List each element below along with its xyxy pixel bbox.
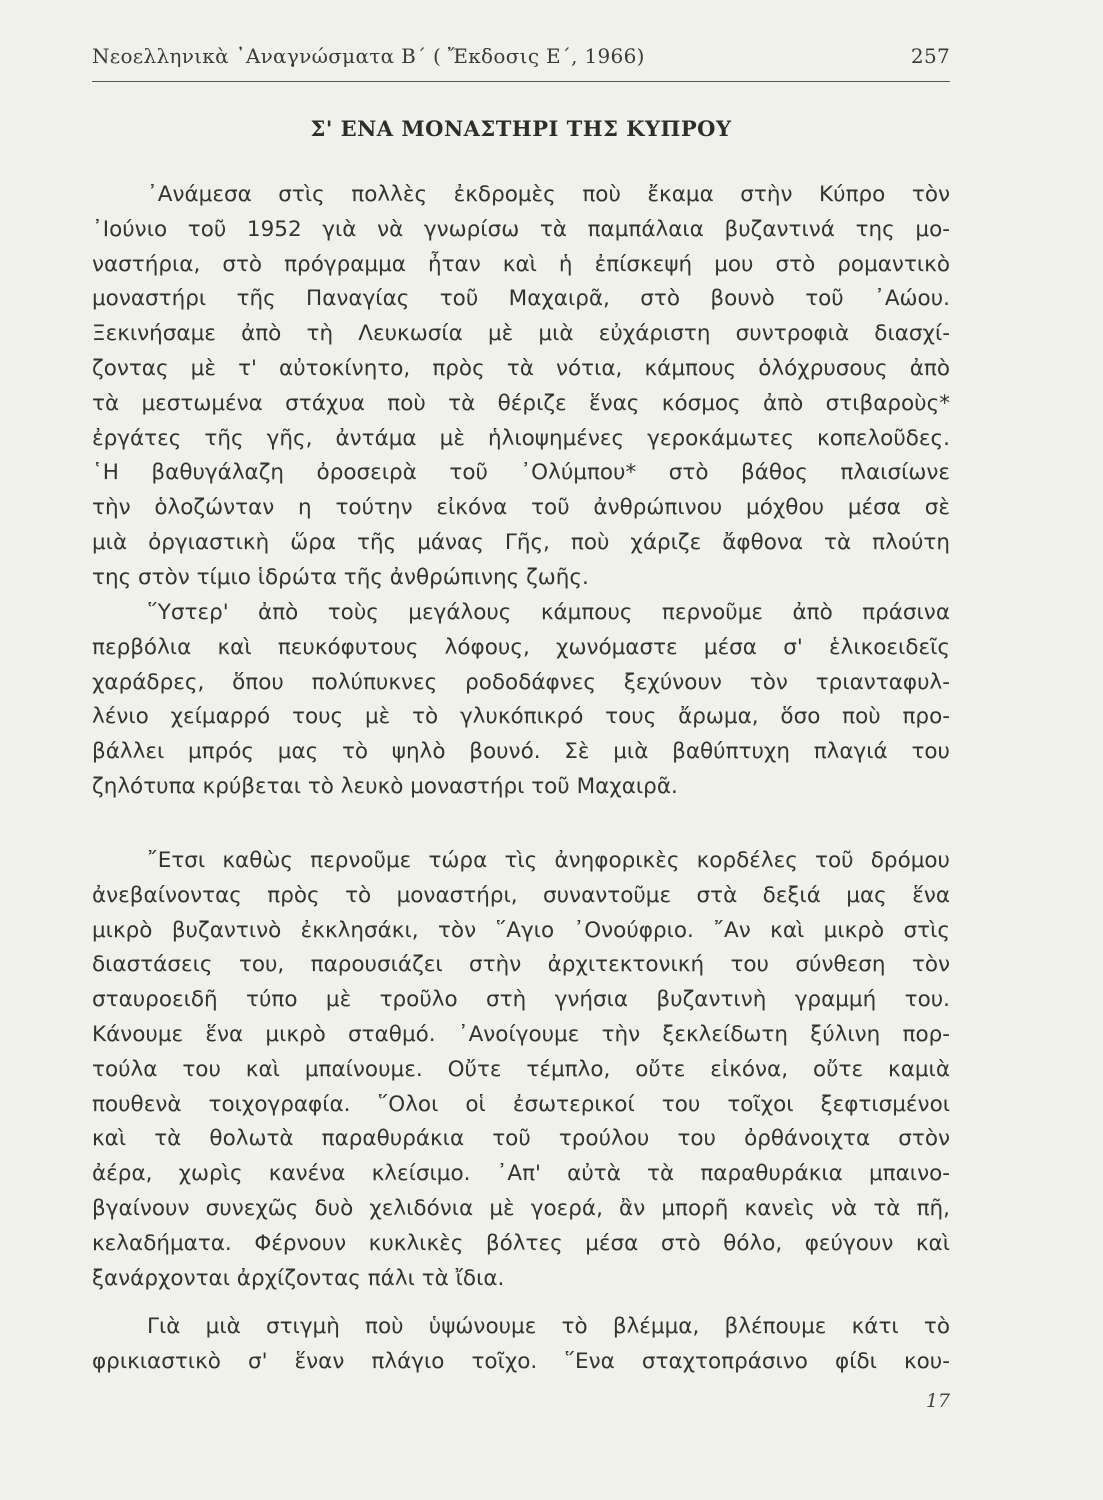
text-line: ῎Ετσι καθὼς περνοῦμε τώρα τὶς ἀνηφορικὲς κορδέλες τοῦ δρόμου [147, 848, 950, 873]
text-line: της στὸν τίμιο ἱδρώτα τῆς ἀνθρώπινης ζωῆς. [92, 564, 589, 590]
text-line: λένιο χείμαρρό τους μὲ τὸ γλυκόπικρό τους ἄρωμα, ὅσο ποὺ προ- [92, 704, 950, 730]
text-line: μικρὸ βυζαντινὸ ἐκκλησάκι, τὸν ῞Αγιο ᾿Ονούφριο. ῎Αν καὶ μικρὸ στὶς [92, 917, 950, 943]
text-line: μιὰ ὀργιαστικὴ ὥρα τῆς μάνας Γῆς, ποὺ χάριζε ἄφθονα τὰ πλούτη [92, 529, 950, 555]
text-line: ῞Υστερ' ἀπὸ τοὺς μεγάλους κάμπους περνοῦμε ἀπὸ πράσινα [147, 600, 950, 625]
text-line: βγαίνουν συνεχῶς δυὸ χελιδόνια μὲ γοερά, ἂν μπορῆ κανεὶς νὰ τὰ πῆ, [92, 1195, 950, 1221]
text-line: τὰ μεστωμένα στάχυα ποὺ τὰ θέριζε ἕνας κόσμος ἀπὸ στιβαροὺς* [92, 390, 950, 416]
text-line: τούλα του καὶ μπαίνουμε. Οὔτε τέμπλο, οὔτε εἰκόνα, οὔτε καμιὰ [92, 1056, 950, 1082]
paragraph-4 [92, 1310, 950, 1380]
running-title: Νεοελληνικὰ ᾿Αναγνώσματα Β΄ ( Ἔκδοσις Ε΄, 1966) [92, 44, 645, 68]
text-line: μοναστήρι τῆς Παναγίας τοῦ Μαχαιρᾶ, στὸ βουνὸ τοῦ ᾿Αώου. [92, 286, 950, 312]
text-line: διαστάσεις του, παρουσιάζει στὴν ἀρχιτεκτονική του σύνθεση τὸν [92, 952, 950, 978]
text-line: περβόλια καὶ πευκόφυτους λόφους, χωνόμαστε μέσα σ' ἑλικοειδεῖς [92, 634, 950, 660]
text-line: πουθενὰ τοιχογραφία. ῞Ολοι οἱ ἐσωτερικοί του τοῖχοι ξεφτισμένοι [92, 1091, 950, 1117]
paragraph-1 [92, 178, 950, 596]
text-line: ναστήρια, στὸ πρόγραμμα ἦταν καὶ ἡ ἐπίσκεψή μου στὸ ρομαντικὸ [92, 251, 950, 277]
text-line: Κάνουμε ἕνα μικρὸ σταθμό. ᾿Ανοίγουμε τὴν ξεκλείδωτη ξύλινη πορ- [92, 1021, 950, 1047]
text-line: Ξεκινήσαμε ἀπὸ τὴ Λευκωσία μὲ μιὰ εὐχάριστη συντροφιὰ διασχί- [92, 321, 950, 347]
text-line: ἀνεβαίνοντας πρὸς τὸ μοναστήρι, συναντοῦμε στὰ δεξιά μας ἕνα [92, 882, 950, 908]
text-line: τὴν ὁλοζώνταν η τούτην εἰκόνα τοῦ ἀνθρώπινου μόχθου μέσα σὲ [92, 495, 950, 521]
text-line: ᾿Ανάμεσα στὶς πολλὲς ἐκδρομὲς ποὺ ἔκαμα στὴν Κύπρο τὸν [147, 182, 950, 207]
text-line: ζηλότυπα κρύβεται τὸ λευκὸ μοναστήρι τοῦ Μαχαιρᾶ. [92, 773, 678, 799]
signature-mark: 17 [925, 1390, 950, 1412]
text-line: ἀέρα, χωρὶς κανένα κλείσιμο. ᾿Απ' αὐτὰ τὰ παραθυράκια μπαινο- [92, 1161, 950, 1187]
text-line: ἐργάτες τῆς γῆς, ἀντάμα μὲ ἡλιοψημένες γεροκάμωτες κοπελοῦδες. [92, 425, 950, 451]
text-line: ᾿Ιούνιο τοῦ 1952 γιὰ νὰ γνωρίσω τὰ παμπάλαια βυζαντινά της μο- [92, 216, 950, 242]
text-line: ξανάρχονται ἀρχίζοντας πάλι τὰ ἴδια. [92, 1265, 505, 1291]
text-line: βάλλει μπρός μας τὸ ψηλὸ βουνό. Σὲ μιὰ βαθύπτυχη πλαγιά του [92, 739, 950, 765]
text-line: ζοντας μὲ τ' αὐτοκίνητο, πρὸς τὰ νότια, κάμπους ὁλόχρυσους ἀπὸ [92, 355, 950, 381]
text-line: σταυροειδῆ τύπο μὲ τροῦλο στὴ γνήσια βυζαντινὴ γραμμή του. [92, 987, 950, 1013]
header-rule [92, 81, 950, 82]
text-line: ῾Η βαθυγάλαζη ὀροσειρὰ τοῦ ᾿Ολύμπου* στὸ βάθος πλαισίωνε [92, 460, 950, 486]
text-line: φρικιαστικὸ σ' ἕναν πλάγιο τοῖχο. ῞Ενα σταχτοπράσινο φίδι κου- [92, 1348, 950, 1374]
running-head [92, 44, 950, 68]
text-line: κελαδήματα. Φέρνουν κυκλικὲς βόλτες μέσα στὸ θόλο, φεύγουν καὶ [92, 1230, 950, 1256]
chapter-title: Σ' ΕΝΑ ΜΟΝΑΣΤΗΡΙ ΤΗΣ ΚΥΠΡΟΥ [310, 116, 732, 141]
paragraph-2 [92, 596, 950, 805]
paragraph-3 [92, 844, 950, 1296]
text-line: χαράδρες, ὅπου πολύπυκνες ροδοδάφνες ξεχύνουν τὸν τριανταφυλ- [92, 669, 950, 695]
text-line: Γιὰ μιὰ στιγμὴ ποὺ ὑψώνουμε τὸ βλέμμα, βλέπουμε κάτι τὸ [147, 1314, 950, 1339]
text-line: καὶ τὰ θολωτὰ παραθυράκια τοῦ τρούλου του ὀρθάνοιχτα στὸν [92, 1126, 950, 1152]
page-number: 257 [910, 44, 950, 68]
